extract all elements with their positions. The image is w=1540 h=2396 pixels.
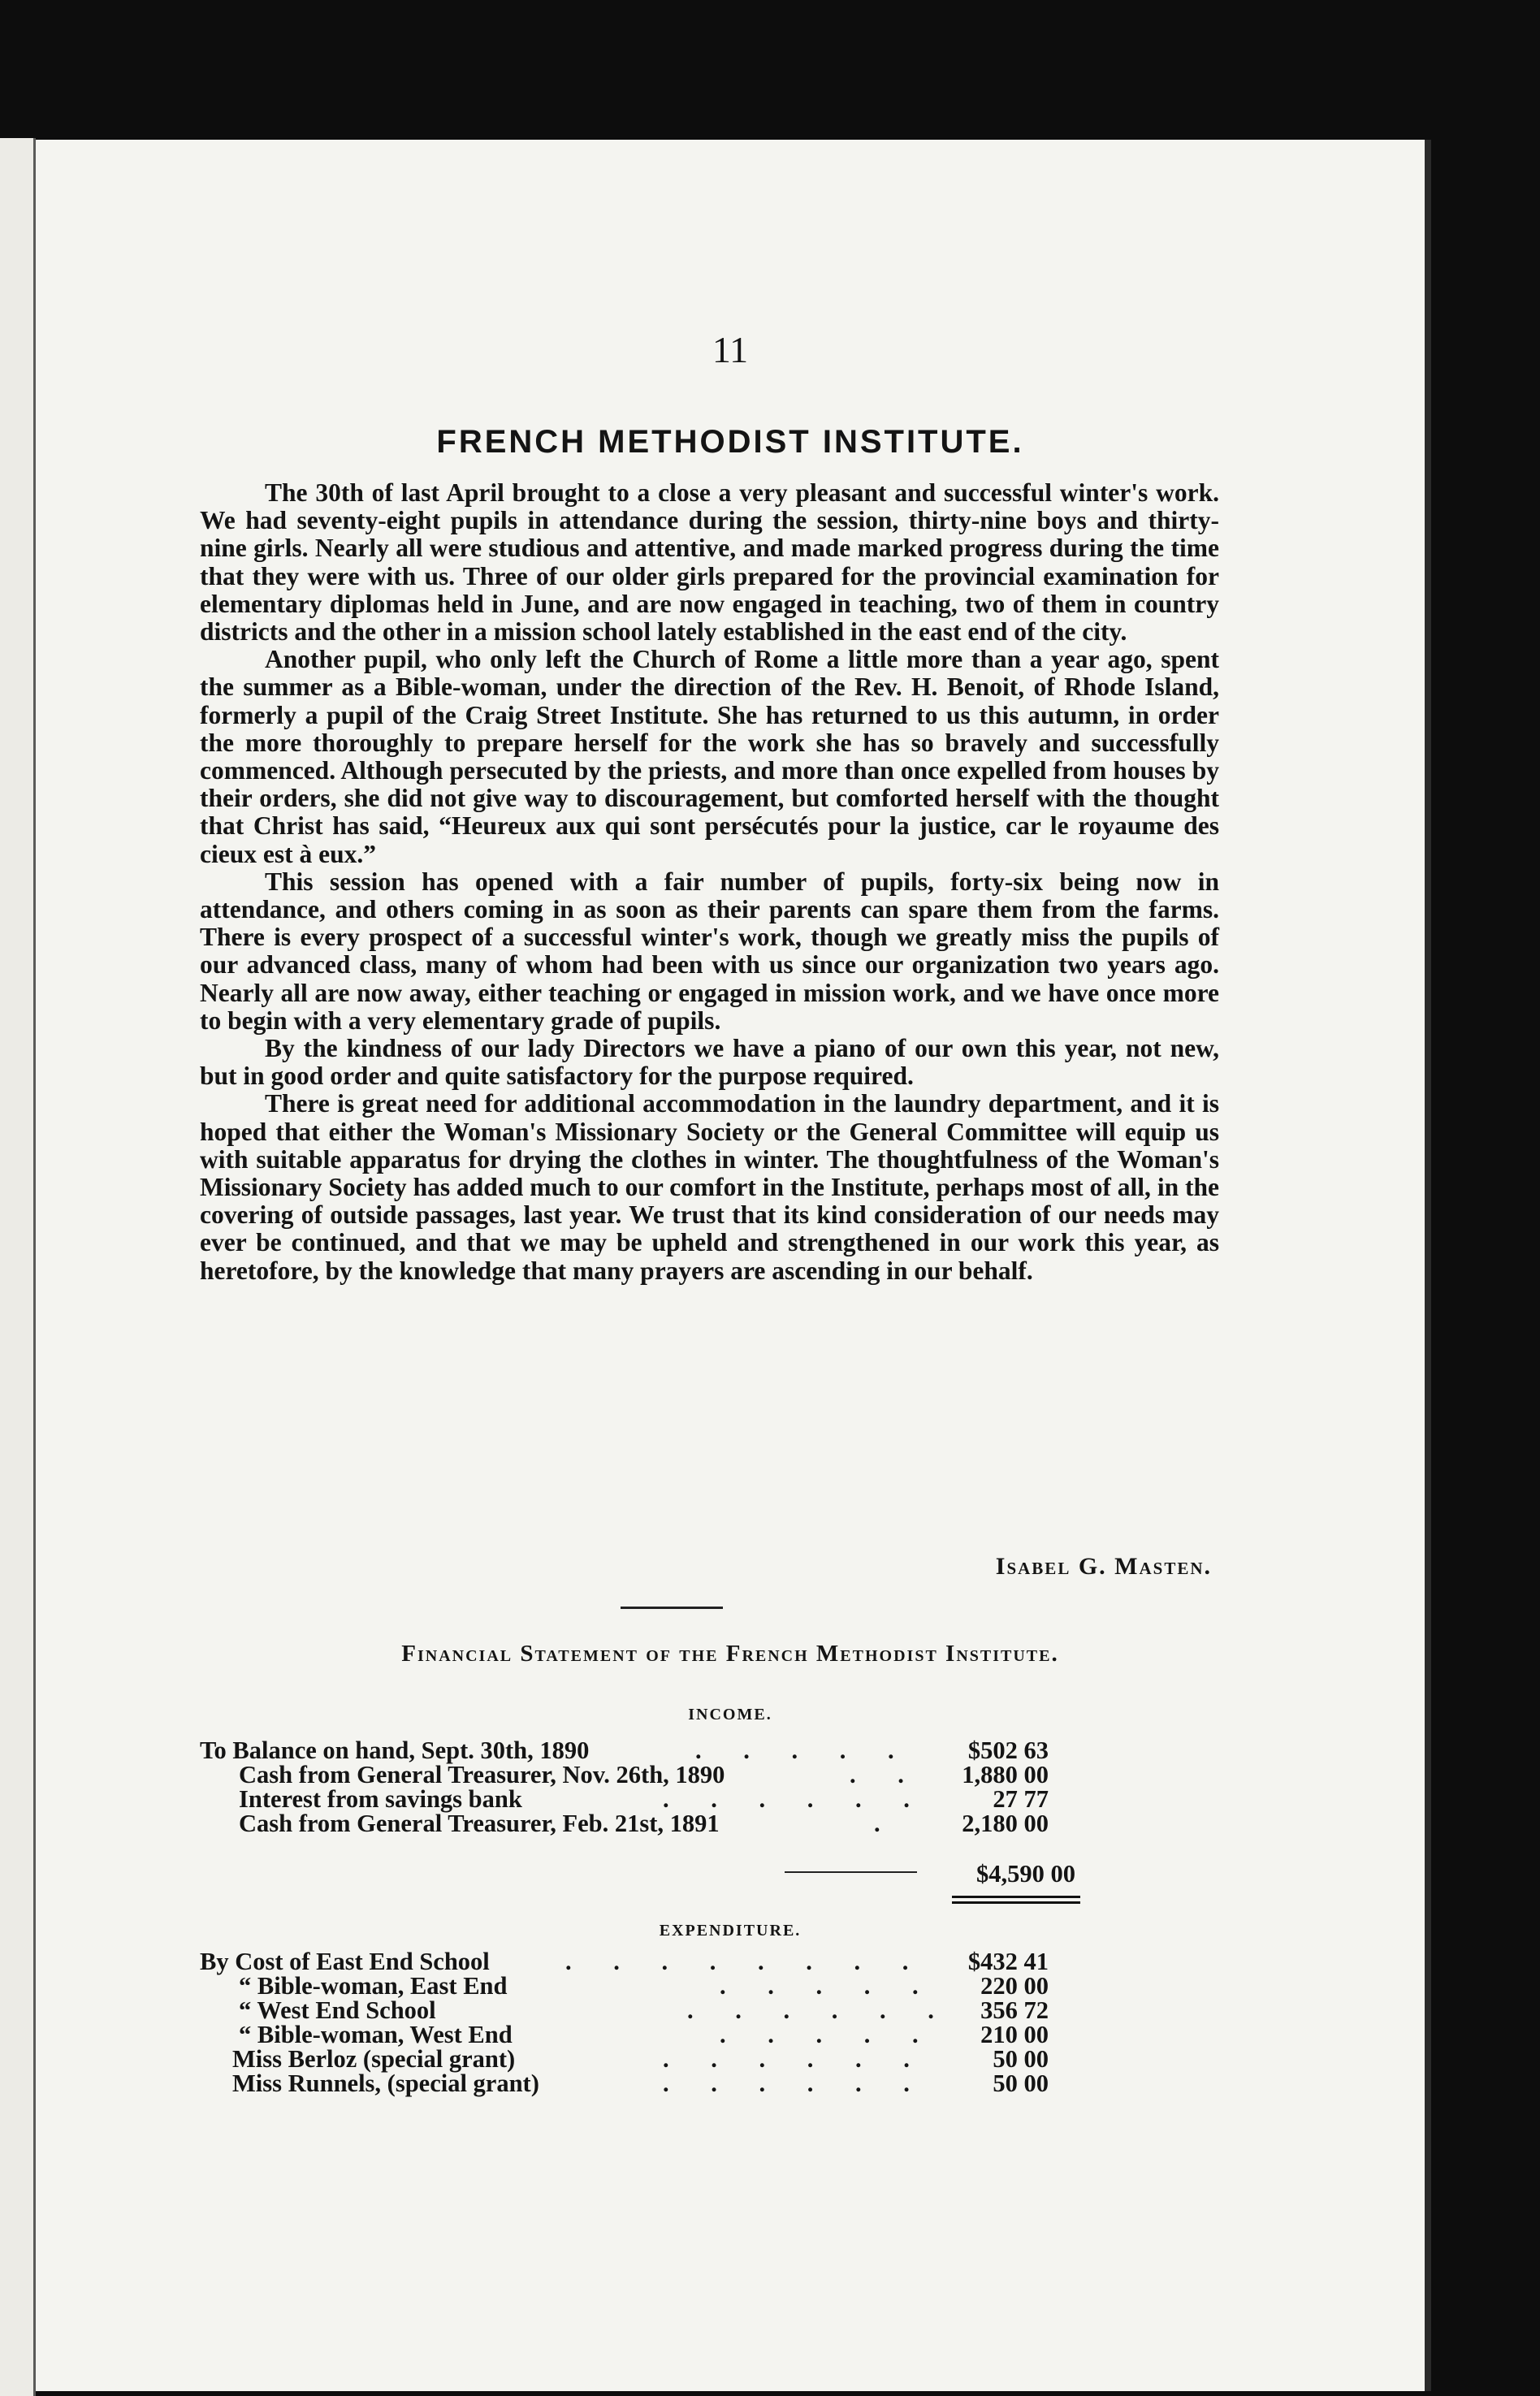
document-page [36, 140, 1425, 2391]
ledger-row [200, 1761, 1215, 1788]
divider [621, 1607, 723, 1609]
leader-dots: . . . . . . [663, 2045, 928, 2073]
ledger-row [200, 2045, 1215, 2073]
income-label: INCOME. [688, 1706, 772, 1723]
ledger-description: To Balance on hand, Sept. 30th, 1890 [200, 1736, 590, 1764]
page-number: 11 [712, 329, 749, 370]
leader-dots: . . [850, 1761, 922, 1788]
ledger-amount: 27 77 [993, 1785, 1049, 1813]
ledger-description: “ Bible-woman, West End [239, 2021, 513, 2048]
signature: Isabel G. Masten. [995, 1553, 1212, 1580]
ledger-description: “ Bible-woman, East End [239, 1972, 508, 2000]
leader-dots: . . . . . . [663, 2069, 928, 2097]
ledger-amount: 50 00 [993, 2045, 1049, 2073]
ledger-amount: 2,180 00 [962, 1810, 1049, 1837]
leader-dots: . . . . . [695, 1736, 912, 1764]
section-heading: FRENCH METHODIST INSTITUTE. [436, 424, 1024, 460]
ledger-row [200, 1972, 1215, 2000]
leader-dots: . [874, 1810, 898, 1837]
ledger-row [200, 2021, 1215, 2048]
ledger-row [200, 2069, 1215, 2097]
ledger-description: Cash from General Treasurer, Nov. 26th, 1890 [239, 1761, 725, 1788]
paragraph: There is great need for additional accommodation in the laundry department, and it is hoped that either the Woman's Missionary Society or the General Committee will equip us with suitable apparatus for drying the clothes in winter. The thoughtfulness of the Woman's Missionary Society has added much to our comfort in the Institute, perhaps most of all, in the covering of outside passages, last year. We trust that its kind consideration of our needs may ever be continued, and that we may be upheld and strengthened in our work this year, as heretofore, by the knowledge that many prayers are ascending in our behalf. [200, 1089, 1219, 1285]
income-ledger [200, 1736, 1215, 1837]
paragraph: This session has opened with a fair number of pupils, forty-six being now in attendance, and others coming in as soon as their parents can spare them from the farms. There is every prospect of a successful winter's work, though we greatly miss the pupils of our advanced class, many of whom had been with us since our organization two years ago. Nearly all are now away, either teaching or engaged in mission work, and we have once more to begin with a very elementary grade of pupils. [200, 867, 1219, 1035]
paragraph: By the kindness of our lady Directors we have a piano of our own this year, not new, but in good order and quite satisfactory for the purpose required. [200, 1034, 1219, 1091]
expenditure-label: EXPENDITURE. [659, 1922, 802, 1940]
ledger-amount: $432 41 [967, 1948, 1049, 1975]
ledger-amount: 1,880 00 [962, 1761, 1049, 1788]
ledger-row [200, 1810, 1215, 1837]
expenditure-ledger [200, 1948, 1215, 2097]
ledger-amount: 210 00 [980, 2021, 1049, 2048]
ledger-description: By Cost of East End School [200, 1948, 490, 1975]
income-total: $4,590 00 [976, 1860, 1075, 1888]
ledger-amount: 356 72 [980, 1996, 1049, 2024]
report-body [200, 479, 1219, 1285]
ledger-description: Interest from savings bank [239, 1785, 522, 1813]
ledger-row [200, 1736, 1215, 1764]
leader-dots: . . . . . [720, 1972, 937, 2000]
ledger-amount: 220 00 [980, 1972, 1049, 2000]
ledger-description: Miss Berloz (special grant) [232, 2045, 516, 2073]
leader-dots: . . . . . . [687, 1996, 952, 2024]
paragraph: The 30th of last April brought to a close a very pleasant and successful winter's work. We had seventy-eight pupils in attendance during the session, thirty-nine boys and thirty-nine girls. Nearly all were studious and attentive, and made marked progress during the time that they were with us. Three of our older girls prepared for the provincial examination for elementary diplomas held in June, and are now engaged in teaching, two of them in country districts and the other in a mission school lately established in the east end of the city. [200, 478, 1219, 647]
ledger-row [200, 1996, 1215, 2024]
leader-dots: . . . . . [720, 2021, 937, 2048]
leader-dots: . . . . . . [663, 1785, 928, 1813]
ledger-row [200, 1785, 1215, 1813]
statement-title: Financial Statement of the French Methodist Institute. [401, 1641, 1059, 1667]
ledger-description: Cash from General Treasurer, Feb. 21st, 1891 [239, 1810, 720, 1837]
ledger-description: Miss Runnels, (special grant) [232, 2069, 539, 2097]
ledger-amount: 50 00 [993, 2069, 1049, 2097]
ledger-amount: $502 63 [967, 1736, 1049, 1764]
total-double-rule [952, 1896, 1080, 1904]
paragraph: Another pupil, who only left the Church of Rome a little more than a year ago, spent the summer as a Bible-woman, under the direction of the Rev. H. Benoit, of Rhode Island, formerly a pupil of the Craig Street Institute. She has returned to us this autumn, in order the more thoroughly to prepare herself for the work she has so bravely and successfully commenced. Although persecuted by the priests, and more than once expelled from houses by their orders, she did not give way to discouragement, but comforted herself with the thought that Christ has said, “Heureux aux qui sont persécutés pour la justice, car le royaume des cieux est à eux.” [200, 645, 1219, 868]
adjacent-page-edge [0, 138, 36, 2396]
leader-dots: . . . . . . . . [565, 1948, 927, 1975]
ledger-row [200, 1948, 1215, 1975]
ledger-description: “ West End School [239, 1996, 436, 2024]
subtotal-rule [785, 1871, 917, 1873]
